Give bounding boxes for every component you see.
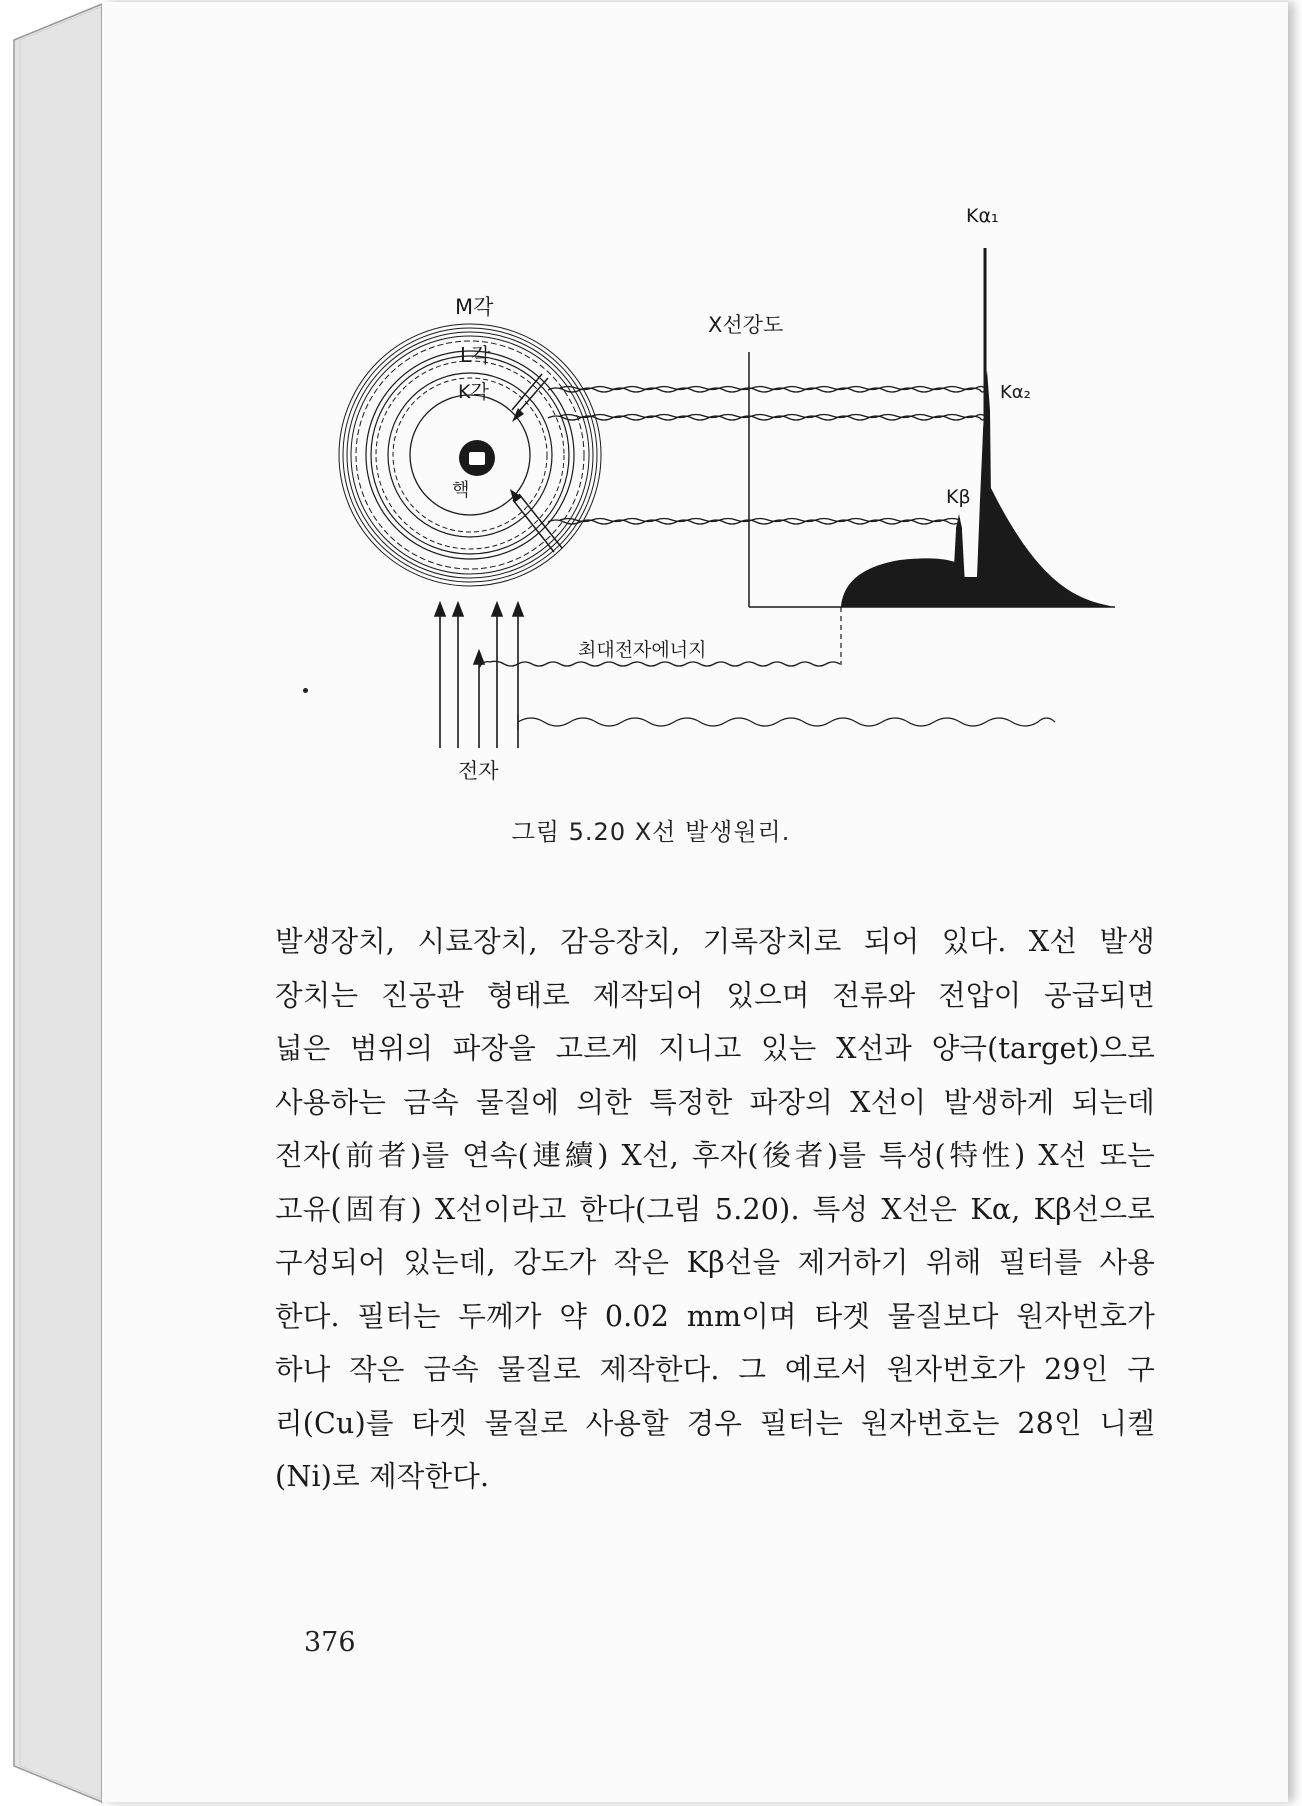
text-line: 한다. 필터는 두께가 약 0.02 mm이며 타겟 물질보다 원자번호가 bbox=[275, 1299, 1155, 1333]
figure-labels bbox=[452, 205, 1031, 783]
k-shell-label: K각 bbox=[458, 381, 489, 403]
text-line: 장치는 진공관 형태로 제작되어 있으며 전류와 전압이 공급되면 bbox=[275, 978, 1155, 1012]
k-alpha1-label: Kα₁ bbox=[966, 205, 999, 227]
text-line: 구성되어 있는데, 강도가 작은 Kβ선을 제거하기 위해 필터를 사용 bbox=[275, 1246, 1155, 1279]
k-beta-label: Kβ bbox=[946, 486, 971, 508]
text-line: 넓은 범위의 파장을 고르게 지니고 있는 X선과 양극(target)으로 bbox=[275, 1032, 1155, 1065]
text-line: 사용하는 금속 물질에 의한 특정한 파장의 X선이 발생하게 되는데 bbox=[275, 1085, 1155, 1119]
max-electron-energy-label: 최대전자에너지 bbox=[578, 639, 707, 661]
m-shell-label: M각 bbox=[455, 295, 494, 319]
stray-dot bbox=[303, 688, 308, 693]
text-line: 전자(前者)를 연속(連續) X선, 후자(後者)를 특성(特性) X선 또는 bbox=[275, 1139, 1155, 1172]
l-shell-label: L각 bbox=[460, 343, 491, 367]
body-paragraph bbox=[275, 915, 1155, 1504]
text-line: (Ni)로 제작한다. bbox=[275, 1460, 490, 1493]
figure-caption: 그림 5.20 X선 발생원리. bbox=[511, 818, 791, 846]
emission-waves bbox=[548, 387, 985, 525]
text-line: 리(Cu)를 타겟 물질로 사용할 경우 필터는 원자번호는 28인 니켈 bbox=[275, 1406, 1155, 1440]
transition-arrows bbox=[510, 374, 562, 552]
continuous-spectrum bbox=[841, 250, 1115, 607]
nucleus-label: 핵 bbox=[452, 480, 470, 501]
electron-label: 전자 bbox=[458, 759, 499, 783]
text-line: 하나 작은 금속 물질로 제작한다. 그 예로서 원자번호가 29인 구 bbox=[275, 1353, 1155, 1386]
k-alpha2-label: Kα₂ bbox=[1000, 382, 1031, 403]
k-beta-peak bbox=[953, 514, 965, 585]
text-line: 고유(固有) X선이라고 한다(그림 5.20). 특성 X선은 Kα, Kβ선으로 bbox=[275, 1192, 1155, 1226]
nucleus-icon bbox=[459, 440, 495, 476]
text-line: 발생장치, 시료장치, 감응장치, 기록장치로 되어 있다. X선 발생 bbox=[275, 925, 1155, 958]
page-number: 376 bbox=[304, 1627, 356, 1658]
intensity-axis-label: X선강도 bbox=[708, 313, 784, 337]
electron-arrows bbox=[435, 603, 523, 748]
